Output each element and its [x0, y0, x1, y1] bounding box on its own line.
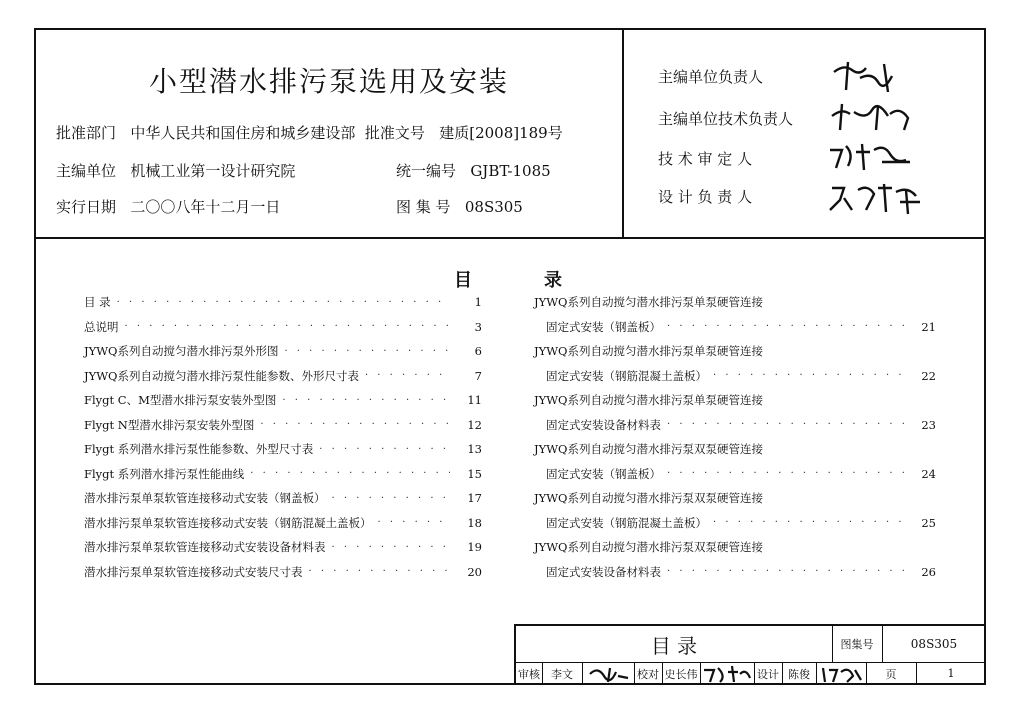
design-name: 陈俊 [782, 662, 817, 685]
editor-unit-label: 主编单位 [56, 162, 117, 180]
header-divider [36, 237, 984, 239]
signature-role-4: 设 计 负 责 人 [658, 188, 753, 206]
unified-no-row [396, 160, 551, 181]
title-block-atlas-label: 图集号 [832, 626, 883, 662]
page-no: 1 [947, 667, 955, 680]
effective-date: 二〇〇八年十二月一日 [130, 198, 281, 216]
check-label: 校对 [634, 662, 663, 685]
toc-entry-heading[interactable]: JYWQ系列自动搅匀潜水排污泵单泵硬管连接 [534, 393, 763, 408]
approval-dept-label: 批准部门 [56, 124, 117, 142]
atlas-no: 08S305 [464, 198, 523, 216]
title-block-name: 目 录 [516, 626, 833, 662]
toc-entry[interactable]: 潜水排污泵单泵软管连接移动式安装设备材料表 · · · 19 [84, 535, 482, 560]
signature-1 [826, 58, 906, 94]
approval-dept: 中华人民共和国住房和城乡建设部 [130, 124, 356, 142]
toc-entry[interactable]: 固定式安装设备材料表 · · · 26 [534, 560, 936, 585]
title-block-atlas-no: 08S305 [910, 637, 958, 651]
toc-entry-heading[interactable]: JYWQ系列自动搅匀潜水排污泵单泵硬管连接 [534, 344, 763, 359]
toc-entry[interactable]: 固定式安装（钢筋混凝土盖板） · · · 22 [534, 364, 936, 389]
check-name: 史长伟 [662, 662, 701, 685]
editor-unit: 机械工业第一设计研究院 [130, 162, 296, 180]
toc-entry[interactable]: Flygt 系列潜水排污泵性能曲线 · · · 15 [84, 462, 482, 487]
approval-row [56, 122, 563, 143]
toc-entry[interactable]: JYWQ系列自动搅匀潜水排污泵性能参数、外形尺寸表 · · · 7 [84, 364, 482, 389]
page-title: 小型潜水排污泵选用及安装 [148, 65, 509, 98]
signature-3 [826, 140, 916, 174]
toc-entry[interactable]: 潜水排污泵单泵软管连接移动式安装尺寸表 · · · 20 [84, 560, 482, 585]
atlas-no-label: 图 集 号 [396, 198, 451, 216]
signature-divider [622, 30, 624, 237]
signature-4 [826, 180, 926, 218]
toc-entry[interactable]: Flygt C、M型潜水排污泵安装外型图 · · · 11 [84, 388, 482, 413]
toc-right-column [534, 290, 936, 584]
page-label: 页 [866, 662, 917, 685]
toc-left-column [84, 290, 482, 584]
design-label: 设计 [754, 662, 783, 685]
toc-entry-heading[interactable]: JYWQ系列自动搅匀潜水排污泵双泵硬管连接 [534, 442, 763, 457]
signature-role-3: 技 术 审 定 人 [658, 150, 753, 168]
toc-entry[interactable]: Flygt N型潜水排污泵安装外型图 · · · 12 [84, 413, 482, 438]
approval-doc: 建质[2008]189号 [439, 124, 563, 142]
toc-entry[interactable]: 潜水排污泵单泵软管连接移动式安装（钢盖板） · · · 17 [84, 486, 482, 511]
toc-entry[interactable]: 潜水排污泵单泵软管连接移动式安装（钢筋混凝土盖板） · · · 18 [84, 511, 482, 536]
signature-role-1: 主编单位负责人 [658, 68, 764, 86]
editor-row [56, 160, 295, 181]
review-name: 李文 [542, 662, 583, 685]
toc-entry[interactable]: 固定式安装设备材料表 · · · 23 [534, 413, 936, 438]
unified-no-label: 统一编号 [396, 162, 457, 180]
toc-entry[interactable]: 固定式安装（钢筋混凝土盖板） · · · 25 [534, 511, 936, 536]
toc-entry[interactable]: 目 录 · · · 1 [84, 290, 482, 315]
toc-entry[interactable]: 固定式安装（钢盖板） · · · 21 [534, 315, 936, 340]
signature-role-2: 主编单位技术负责人 [658, 110, 794, 128]
effective-row [56, 196, 280, 217]
toc-entry-heading[interactable]: JYWQ系列自动搅匀潜水排污泵双泵硬管连接 [534, 491, 763, 506]
toc-entry-heading[interactable]: JYWQ系列自动搅匀潜水排污泵双泵硬管连接 [534, 540, 763, 555]
toc-entry[interactable]: 固定式安装（钢盖板） · · · 24 [534, 462, 936, 487]
toc-entry-heading[interactable]: JYWQ系列自动搅匀潜水排污泵单泵硬管连接 [534, 295, 763, 310]
toc-title-right: 录 [544, 270, 562, 291]
unified-no: GJBT-1085 [470, 162, 551, 180]
approval-doc-label: 批准文号 [364, 124, 425, 142]
atlas-no-row [396, 196, 523, 217]
toc-entry[interactable]: 总说明 · · · 3 [84, 315, 482, 340]
effective-label: 实行日期 [56, 198, 117, 216]
toc-entry[interactable]: Flygt 系列潜水排污泵性能参数、外型尺寸表 · · · 13 [84, 437, 482, 462]
review-label: 审核 [516, 662, 543, 685]
toc-title-left: 目 [454, 270, 472, 291]
signature-2 [826, 100, 916, 134]
toc-entry[interactable]: JYWQ系列自动搅匀潜水排污泵外形图 · · · 6 [84, 339, 482, 364]
